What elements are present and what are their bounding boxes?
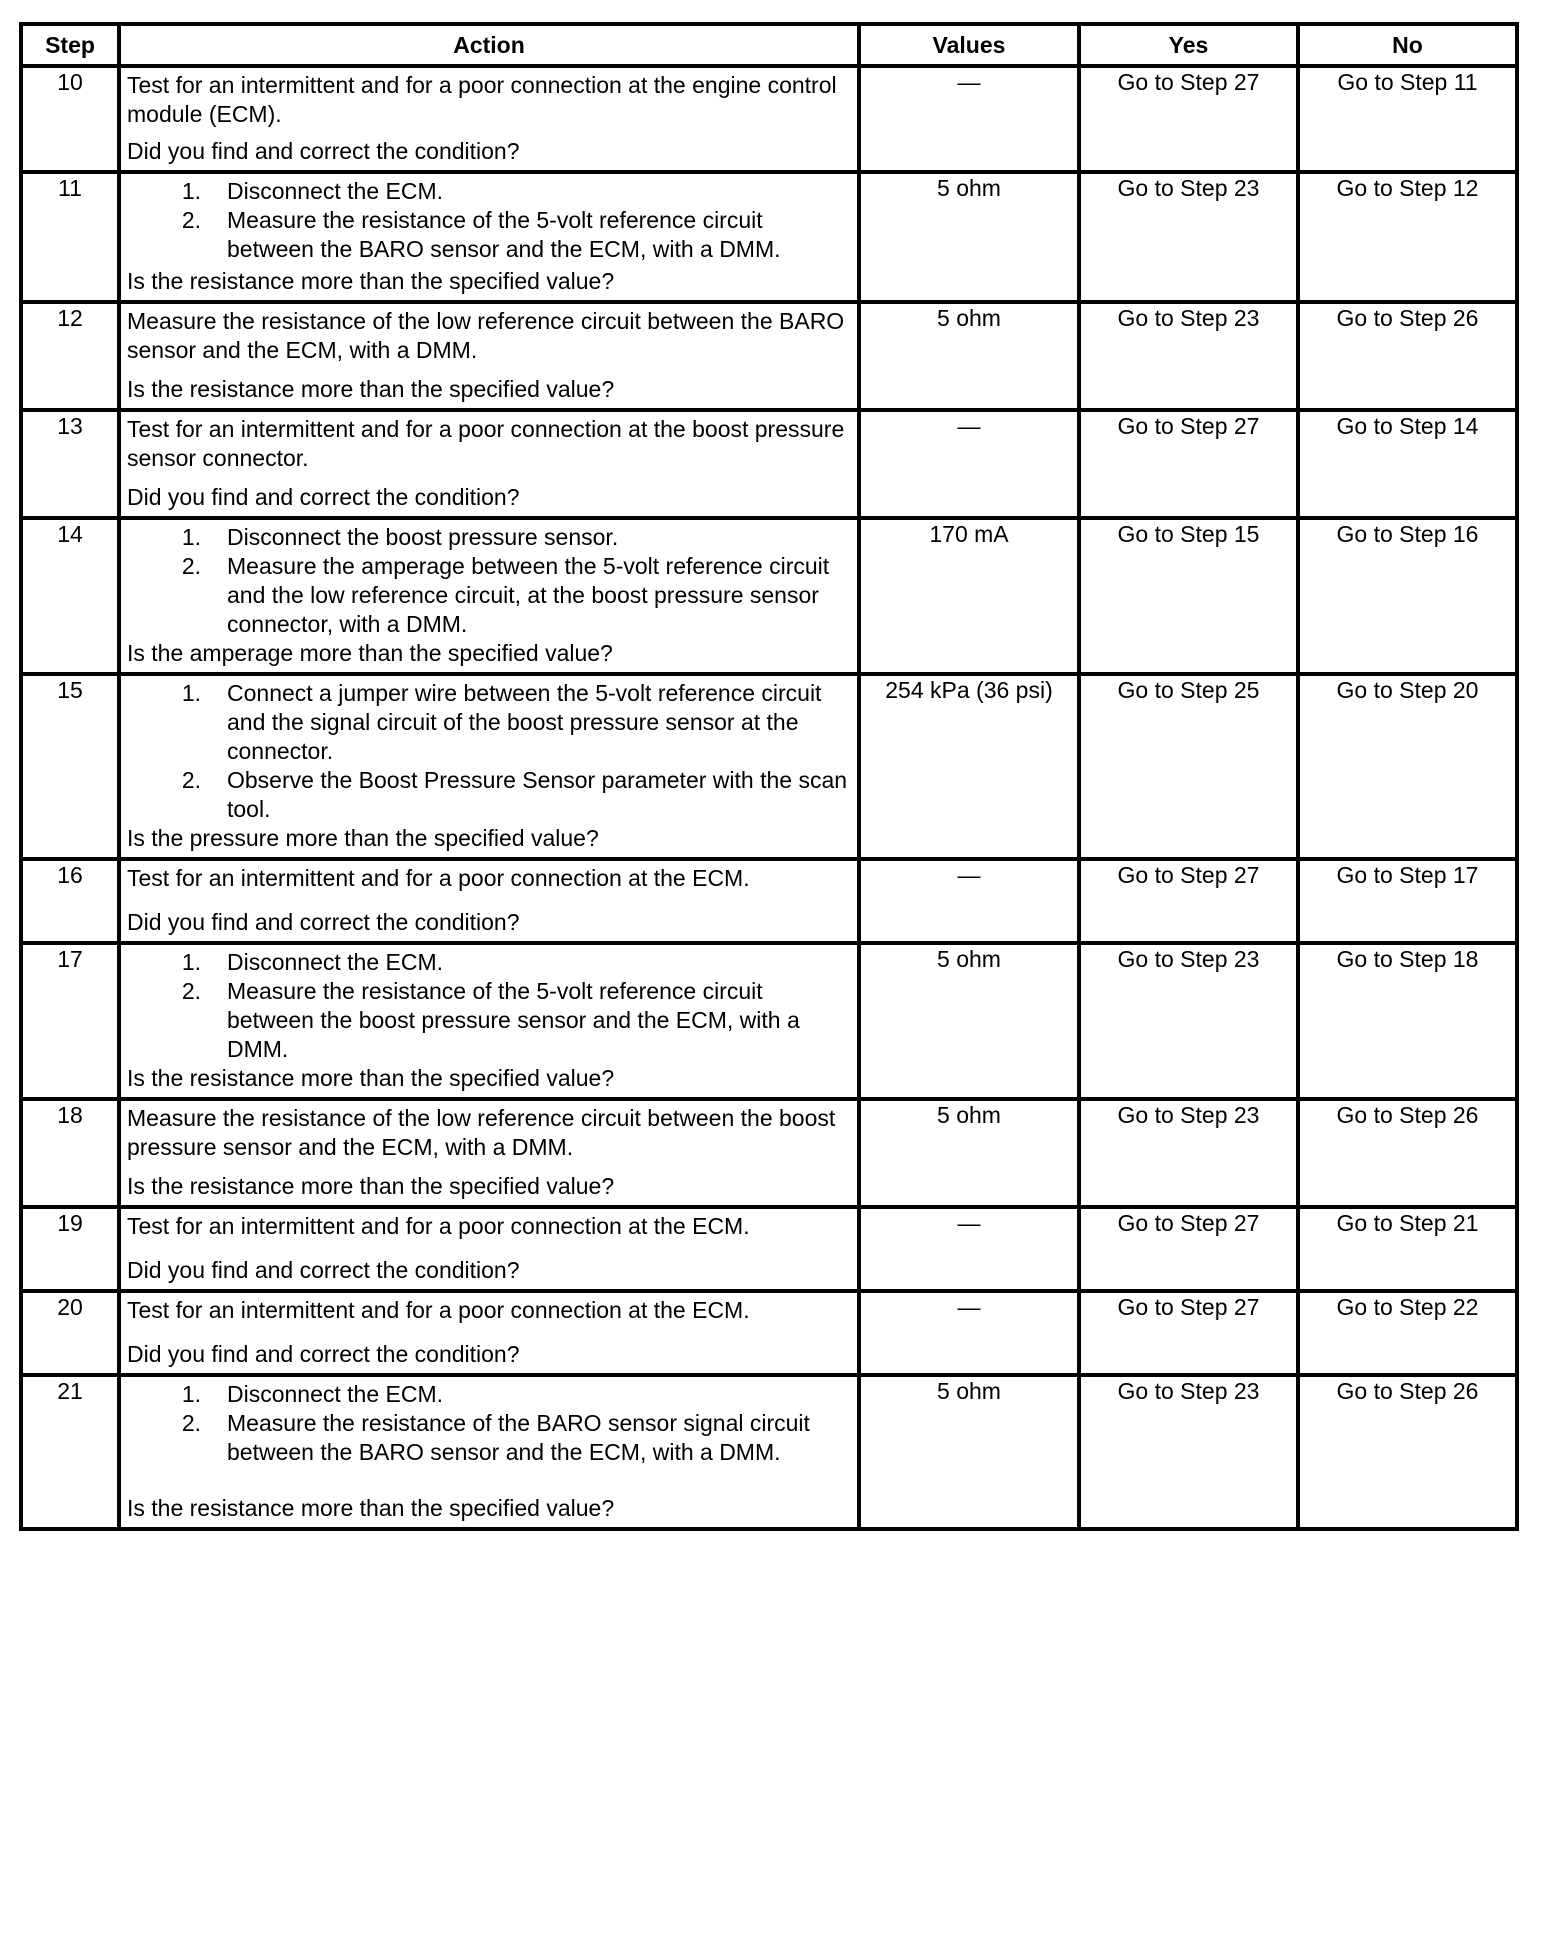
no-goto: Go to Step 16 xyxy=(1298,518,1517,674)
action-instructions xyxy=(127,307,851,365)
procedure-list xyxy=(127,1380,851,1467)
action-content xyxy=(121,945,857,1097)
no-goto: Go to Step 26 xyxy=(1298,1099,1517,1207)
action-content xyxy=(121,1377,857,1527)
procedure-item-text: Measure the resistance of the 5-volt reference circuit between the BARO sensor and the ECM, with a DMM. xyxy=(227,207,781,262)
yes-goto: Go to Step 23 xyxy=(1079,172,1298,302)
action-content xyxy=(121,304,857,408)
step-number: 12 xyxy=(21,302,119,410)
action-cell xyxy=(119,172,859,302)
action-instructions xyxy=(127,864,851,893)
specified-value: — xyxy=(859,859,1079,943)
action-instructions xyxy=(127,948,851,1064)
action-question: Is the resistance more than the specified value? xyxy=(127,268,615,294)
action-instructions xyxy=(127,523,851,639)
step-number: 17 xyxy=(21,943,119,1099)
action-question: Did you find and correct the condition? xyxy=(127,909,520,935)
action-cell xyxy=(119,66,859,172)
step-number: 10 xyxy=(21,66,119,172)
step-number: 20 xyxy=(21,1291,119,1375)
action-cell xyxy=(119,1291,859,1375)
action-text: Measure the resistance of the low reference circuit between the boost pressure sensor and the ECM, with a DMM. xyxy=(127,1105,836,1160)
no-goto: Go to Step 26 xyxy=(1298,1375,1517,1529)
action-cell xyxy=(119,1207,859,1291)
specified-value: 5 ohm xyxy=(859,1375,1079,1529)
action-text: Test for an intermittent and for a poor connection at the engine control module (ECM). xyxy=(127,72,837,127)
table-row xyxy=(21,518,1517,674)
action-question: Did you find and correct the condition? xyxy=(127,1257,520,1283)
action-instructions xyxy=(127,1296,851,1325)
action-text: Test for an intermittent and for a poor connection at the boost pressure sensor connector. xyxy=(127,416,845,471)
procedure-item-text: Connect a jumper wire between the 5-volt reference circuit and the signal circuit of the boost pressure sensor at the connector. xyxy=(227,680,822,764)
action-question: Is the resistance more than the specified value? xyxy=(127,376,615,402)
procedure-item xyxy=(127,1380,851,1409)
action-instructions xyxy=(127,1380,851,1467)
specified-value: 5 ohm xyxy=(859,302,1079,410)
yes-goto: Go to Step 25 xyxy=(1079,674,1298,859)
action-question: Is the pressure more than the specified value? xyxy=(127,825,599,851)
action-cell xyxy=(119,518,859,674)
no-goto: Go to Step 21 xyxy=(1298,1207,1517,1291)
table-row xyxy=(21,1291,1517,1375)
action-instructions xyxy=(127,177,851,264)
no-goto: Go to Step 20 xyxy=(1298,674,1517,859)
action-question: Is the resistance more than the specified value? xyxy=(127,1173,615,1199)
action-cell xyxy=(119,943,859,1099)
procedure-item-number: 1. xyxy=(181,949,201,975)
procedure-item xyxy=(127,552,851,639)
procedure-item-number: 1. xyxy=(181,680,201,706)
table-row xyxy=(21,1207,1517,1291)
table-row xyxy=(21,66,1517,172)
step-number: 13 xyxy=(21,410,119,518)
action-cell xyxy=(119,410,859,518)
no-goto: Go to Step 26 xyxy=(1298,302,1517,410)
procedure-item-text: Disconnect the boost pressure sensor. xyxy=(227,524,619,550)
procedure-item-number: 1. xyxy=(181,1381,201,1407)
action-question: Is the resistance more than the specified value? xyxy=(127,1065,615,1091)
step-number: 21 xyxy=(21,1375,119,1529)
action-question: Did you find and correct the condition? xyxy=(127,1341,520,1367)
procedure-item-text: Measure the resistance of the 5-volt reference circuit between the boost pressure sensor and the ECM, with a DMM. xyxy=(227,978,800,1062)
specified-value: — xyxy=(859,1291,1079,1375)
procedure-item-text: Disconnect the ECM. xyxy=(227,1381,444,1407)
header-action: Action xyxy=(119,24,859,66)
step-number: 16 xyxy=(21,859,119,943)
table-row xyxy=(21,302,1517,410)
table-row xyxy=(21,1375,1517,1529)
procedure-item-text: Measure the resistance of the BARO sensor signal circuit between the BARO sensor and the ECM, with a DMM. xyxy=(227,1410,810,1465)
no-goto: Go to Step 17 xyxy=(1298,859,1517,943)
action-question: Did you find and correct the condition? xyxy=(127,484,520,510)
table-row xyxy=(21,943,1517,1099)
specified-value: 170 mA xyxy=(859,518,1079,674)
procedure-item xyxy=(127,948,851,977)
procedure-item-text: Disconnect the ECM. xyxy=(227,949,444,975)
procedure-item-number: 1. xyxy=(181,178,201,204)
action-content xyxy=(121,676,857,857)
header-yes: Yes xyxy=(1079,24,1298,66)
action-content xyxy=(121,174,857,300)
procedure-item-text: Observe the Boost Pressure Sensor parameter with the scan tool. xyxy=(227,767,848,822)
procedure-item-number: 2. xyxy=(181,767,201,793)
action-cell xyxy=(119,859,859,943)
action-question: Is the resistance more than the specified value? xyxy=(127,1495,615,1521)
table-row xyxy=(21,674,1517,859)
step-number: 18 xyxy=(21,1099,119,1207)
action-content xyxy=(121,1293,857,1373)
step-number: 19 xyxy=(21,1207,119,1291)
table-row xyxy=(21,859,1517,943)
procedure-list xyxy=(127,177,851,264)
step-number: 15 xyxy=(21,674,119,859)
specified-value: 5 ohm xyxy=(859,1099,1079,1207)
action-question: Is the amperage more than the specified value? xyxy=(127,640,613,666)
procedure-item-number: 2. xyxy=(181,978,201,1004)
diagnostic-table-sheet xyxy=(19,22,1519,1531)
procedure-list xyxy=(127,523,851,639)
step-number: 14 xyxy=(21,518,119,674)
no-goto: Go to Step 11 xyxy=(1298,66,1517,172)
action-text: Test for an intermittent and for a poor connection at the ECM. xyxy=(127,1213,750,1239)
action-cell xyxy=(119,302,859,410)
no-goto: Go to Step 12 xyxy=(1298,172,1517,302)
procedure-item-text: Measure the amperage between the 5-volt reference circuit and the low reference circuit, at the boost pressure sensor connector, with a DMM. xyxy=(227,553,830,637)
action-instructions xyxy=(127,1104,851,1162)
yes-goto: Go to Step 27 xyxy=(1079,1207,1298,1291)
action-instructions xyxy=(127,1212,851,1241)
action-cell xyxy=(119,1099,859,1207)
header-step: Step xyxy=(21,24,119,66)
yes-goto: Go to Step 27 xyxy=(1079,1291,1298,1375)
step-number: 11 xyxy=(21,172,119,302)
action-instructions xyxy=(127,71,851,129)
table-row xyxy=(21,410,1517,518)
yes-goto: Go to Step 27 xyxy=(1079,859,1298,943)
action-text: Measure the resistance of the low reference circuit between the BARO sensor and the ECM, with a DMM. xyxy=(127,308,845,363)
specified-value: — xyxy=(859,1207,1079,1291)
action-content xyxy=(121,412,857,516)
action-instructions xyxy=(127,415,851,473)
specified-value: 254 kPa (36 psi) xyxy=(859,674,1079,859)
procedure-item xyxy=(127,1409,851,1467)
action-content xyxy=(121,861,857,941)
action-text: Test for an intermittent and for a poor connection at the ECM. xyxy=(127,865,750,891)
yes-goto: Go to Step 27 xyxy=(1079,66,1298,172)
yes-goto: Go to Step 15 xyxy=(1079,518,1298,674)
table-body xyxy=(21,66,1517,1529)
yes-goto: Go to Step 27 xyxy=(1079,410,1298,518)
procedure-list xyxy=(127,679,851,824)
yes-goto: Go to Step 23 xyxy=(1079,1099,1298,1207)
procedure-item xyxy=(127,977,851,1064)
action-cell xyxy=(119,1375,859,1529)
yes-goto: Go to Step 23 xyxy=(1079,1375,1298,1529)
procedure-item-number: 2. xyxy=(181,207,201,233)
procedure-item xyxy=(127,523,851,552)
procedure-item-number: 1. xyxy=(181,524,201,550)
action-content xyxy=(121,1101,857,1205)
specified-value: — xyxy=(859,410,1079,518)
action-content xyxy=(121,68,857,170)
no-goto: Go to Step 14 xyxy=(1298,410,1517,518)
action-content xyxy=(121,520,857,672)
specified-value: — xyxy=(859,66,1079,172)
header-no: No xyxy=(1298,24,1517,66)
yes-goto: Go to Step 23 xyxy=(1079,302,1298,410)
table-row xyxy=(21,1099,1517,1207)
table-header-row xyxy=(21,24,1517,66)
procedure-item xyxy=(127,177,851,206)
specified-value: 5 ohm xyxy=(859,943,1079,1099)
action-cell xyxy=(119,674,859,859)
procedure-item xyxy=(127,206,851,264)
procedure-item-number: 2. xyxy=(181,553,201,579)
procedure-item xyxy=(127,766,851,824)
procedure-item xyxy=(127,679,851,766)
action-question: Did you find and correct the condition? xyxy=(127,138,520,164)
no-goto: Go to Step 18 xyxy=(1298,943,1517,1099)
diagnostic-table xyxy=(19,22,1519,1531)
no-goto: Go to Step 22 xyxy=(1298,1291,1517,1375)
action-content xyxy=(121,1209,857,1289)
procedure-list xyxy=(127,948,851,1064)
specified-value: 5 ohm xyxy=(859,172,1079,302)
action-instructions xyxy=(127,679,851,824)
yes-goto: Go to Step 23 xyxy=(1079,943,1298,1099)
procedure-item-text: Disconnect the ECM. xyxy=(227,178,444,204)
procedure-item-number: 2. xyxy=(181,1410,201,1436)
header-values: Values xyxy=(859,24,1079,66)
table-row xyxy=(21,172,1517,302)
action-text: Test for an intermittent and for a poor connection at the ECM. xyxy=(127,1297,750,1323)
